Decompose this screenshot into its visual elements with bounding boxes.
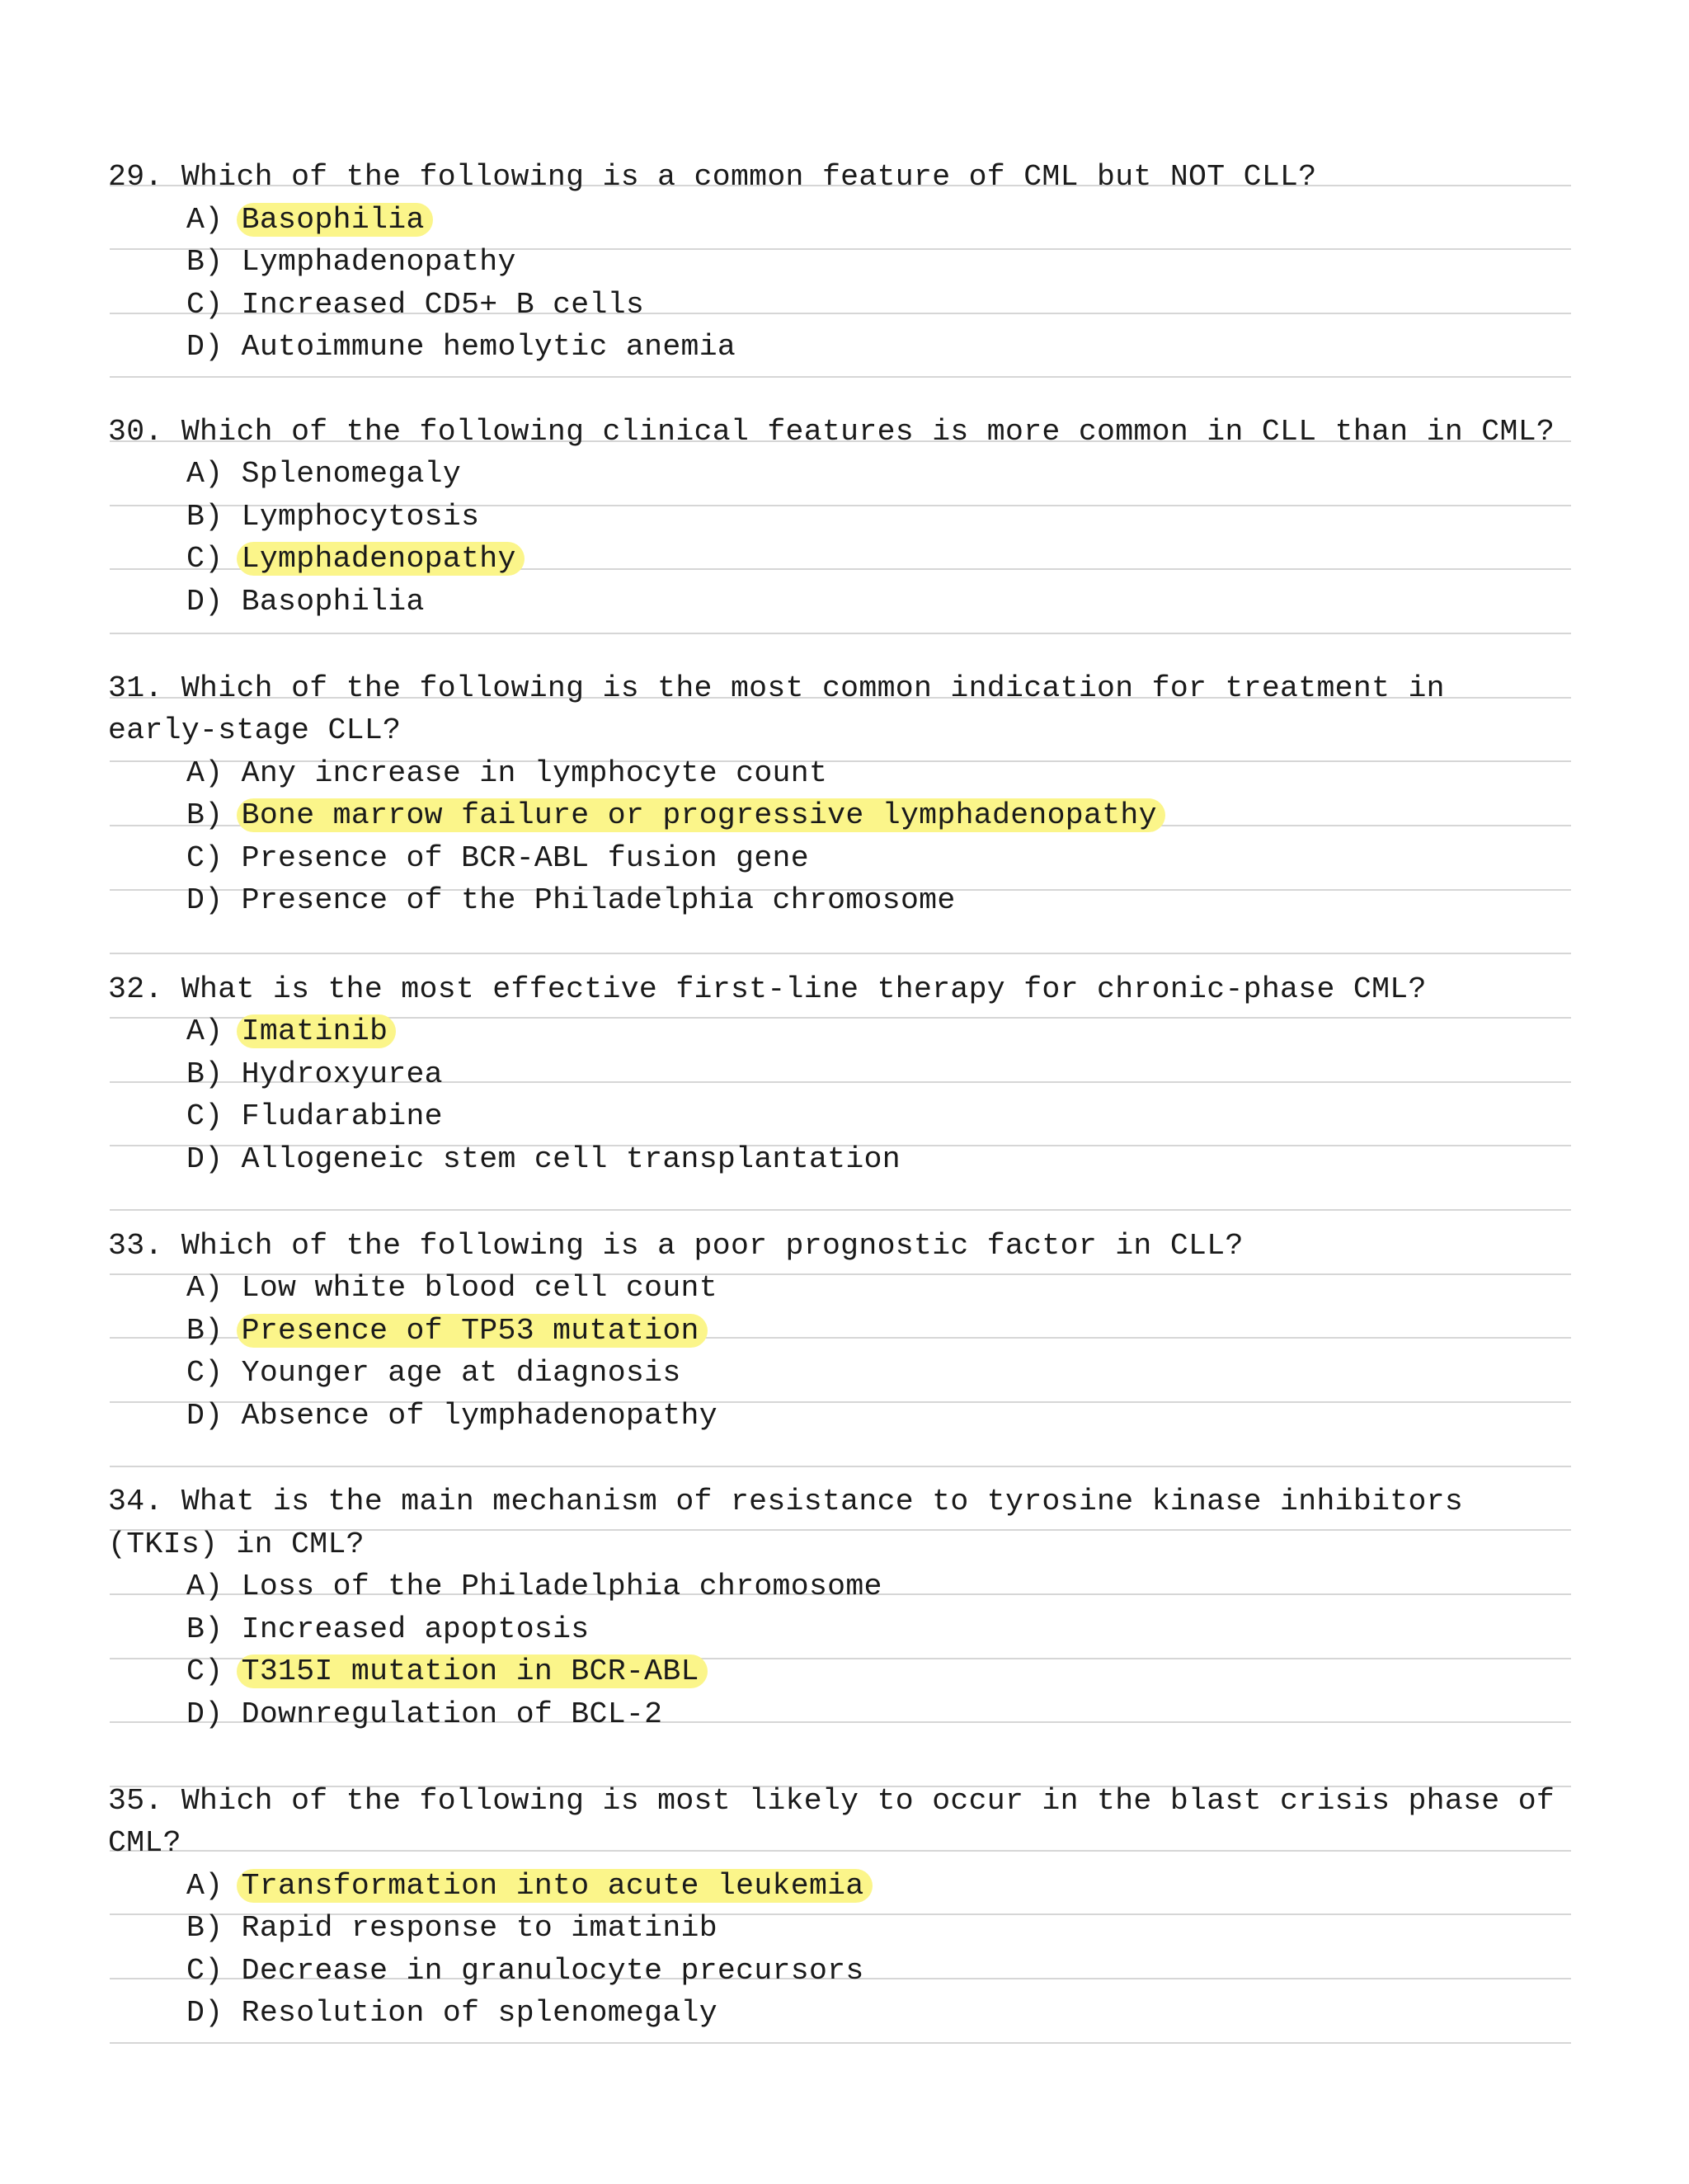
option[interactable] bbox=[186, 754, 827, 793]
option-letter: A) bbox=[186, 457, 223, 491]
option[interactable] bbox=[186, 839, 809, 878]
option-text: Loss of the Philadelphia chromosome bbox=[241, 1570, 882, 1603]
option[interactable] bbox=[186, 1012, 396, 1052]
option-letter: A) bbox=[186, 1570, 223, 1603]
option-text: Lymphocytosis bbox=[241, 500, 480, 534]
option[interactable] bbox=[186, 327, 736, 367]
option-text-highlighted: Imatinib bbox=[237, 1014, 397, 1048]
option[interactable] bbox=[186, 1866, 873, 1906]
rule-line bbox=[110, 633, 1571, 634]
question-number: 34. bbox=[108, 1485, 163, 1518]
question-number: 33. bbox=[108, 1229, 163, 1263]
question-text: What is the main mechanism of resistance to tyrosine kinase inhibitors bbox=[181, 1485, 1464, 1518]
question-text: What is the most effective first-line therapy for chronic-phase CML? bbox=[181, 972, 1427, 1006]
option-text-highlighted: T315I mutation in BCR-ABL bbox=[237, 1654, 708, 1688]
option-text: Low white blood cell count bbox=[241, 1271, 717, 1305]
option-text: Presence of BCR-ABL fusion gene bbox=[241, 841, 809, 875]
question-number: 29. bbox=[108, 160, 163, 194]
option-text: Rapid response to imatinib bbox=[241, 1911, 717, 1945]
option[interactable] bbox=[186, 1097, 443, 1137]
option[interactable] bbox=[186, 1140, 901, 1179]
option[interactable] bbox=[186, 1396, 717, 1436]
question-text: Which of the following is a common feature of CML but NOT CLL? bbox=[181, 160, 1317, 194]
option-letter: D) bbox=[186, 1697, 223, 1731]
question-31-stem bbox=[108, 669, 1445, 708]
option-letter: D) bbox=[186, 1996, 223, 2030]
option[interactable] bbox=[186, 1610, 590, 1650]
option-letter: D) bbox=[186, 883, 223, 917]
option[interactable] bbox=[186, 200, 433, 240]
option-letter: B) bbox=[186, 1612, 223, 1646]
option[interactable] bbox=[186, 1567, 882, 1607]
option[interactable] bbox=[186, 1269, 717, 1308]
option-letter: A) bbox=[186, 203, 223, 237]
rule-line bbox=[110, 1850, 1571, 1852]
question-text: Which of the following clinical features is more common in CLL than in CML? bbox=[181, 415, 1555, 449]
option-letter: B) bbox=[186, 245, 223, 279]
rule-line bbox=[110, 953, 1571, 954]
option-letter: A) bbox=[186, 1271, 223, 1305]
option-text-highlighted: Lymphadenopathy bbox=[237, 542, 525, 576]
option-text-highlighted: Presence of TP53 mutation bbox=[237, 1314, 708, 1348]
option-text: Fludarabine bbox=[241, 1099, 443, 1133]
option[interactable] bbox=[186, 1311, 708, 1351]
option-letter: C) bbox=[186, 1356, 223, 1390]
option[interactable] bbox=[186, 1353, 681, 1393]
option-letter: C) bbox=[186, 1099, 223, 1133]
question-text: early-stage CLL? bbox=[108, 713, 402, 747]
question-32-stem bbox=[108, 970, 1427, 1010]
option-text: Splenomegaly bbox=[241, 457, 462, 491]
question-text: (TKIs) in CML? bbox=[108, 1527, 365, 1561]
option-text: Increased CD5+ B cells bbox=[241, 288, 645, 322]
option-text: Any increase in lymphocyte count bbox=[241, 756, 828, 790]
rule-line bbox=[110, 2042, 1571, 2044]
question-35-stem-cont bbox=[108, 1824, 181, 1863]
option-letter: C) bbox=[186, 1654, 223, 1688]
option[interactable] bbox=[186, 1909, 717, 1948]
option-letter: D) bbox=[186, 1399, 223, 1433]
option-text: Downregulation of BCL-2 bbox=[241, 1697, 663, 1731]
option[interactable] bbox=[186, 582, 425, 622]
option-text: Autoimmune hemolytic anemia bbox=[241, 330, 736, 364]
option[interactable] bbox=[186, 539, 525, 579]
option-text-highlighted: Bone marrow failure or progressive lymphadenopathy bbox=[237, 798, 1165, 832]
option[interactable] bbox=[186, 1652, 708, 1692]
rule-line bbox=[110, 1209, 1571, 1211]
question-text: Which of the following is a poor prognostic factor in CLL? bbox=[181, 1229, 1244, 1263]
question-text: Which of the following is the most common indication for treatment in bbox=[181, 671, 1445, 705]
option-letter: D) bbox=[186, 1142, 223, 1176]
option-text: Presence of the Philadelphia chromosome bbox=[241, 883, 956, 917]
option-letter: C) bbox=[186, 1954, 223, 1988]
question-number: 32. bbox=[108, 972, 163, 1006]
option-letter: B) bbox=[186, 500, 223, 534]
option-text: Allogeneic stem cell transplantation bbox=[241, 1142, 901, 1176]
question-number: 30. bbox=[108, 415, 163, 449]
rule-line bbox=[110, 1466, 1571, 1467]
option-letter: B) bbox=[186, 1911, 223, 1945]
option[interactable] bbox=[186, 454, 461, 494]
option-text: Younger age at diagnosis bbox=[241, 1356, 681, 1390]
option-letter: C) bbox=[186, 542, 223, 576]
question-text: Which of the following is most likely to occur in the blast crisis phase of bbox=[181, 1784, 1555, 1818]
question-34-stem bbox=[108, 1482, 1463, 1522]
option-letter: A) bbox=[186, 1014, 223, 1048]
question-number: 35. bbox=[108, 1784, 163, 1818]
option[interactable] bbox=[186, 1951, 864, 1991]
question-29-stem bbox=[108, 158, 1316, 197]
option-letter: D) bbox=[186, 330, 223, 364]
option-text-highlighted: Transformation into acute leukemia bbox=[237, 1869, 873, 1903]
option-letter: D) bbox=[186, 585, 223, 619]
option[interactable] bbox=[186, 796, 1165, 835]
option-text: Basophilia bbox=[241, 585, 425, 619]
question-number: 31. bbox=[108, 671, 163, 705]
option-text: Resolution of splenomegaly bbox=[241, 1996, 717, 2030]
option-text: Absence of lymphadenopathy bbox=[241, 1399, 717, 1433]
rule-line bbox=[110, 376, 1571, 378]
question-text: CML? bbox=[108, 1826, 181, 1860]
option[interactable] bbox=[186, 285, 644, 325]
question-34-stem-cont bbox=[108, 1525, 365, 1565]
option-letter: B) bbox=[186, 798, 223, 832]
option[interactable] bbox=[186, 242, 516, 282]
option[interactable] bbox=[186, 881, 956, 920]
option[interactable] bbox=[186, 497, 479, 537]
option-letter: A) bbox=[186, 756, 223, 790]
question-33-stem bbox=[108, 1226, 1244, 1266]
option-letter: C) bbox=[186, 288, 223, 322]
option-letter: B) bbox=[186, 1314, 223, 1348]
option-text: Decrease in granulocyte precursors bbox=[241, 1954, 864, 1988]
question-30-stem bbox=[108, 412, 1555, 452]
option-text: Hydroxyurea bbox=[241, 1057, 443, 1091]
option[interactable] bbox=[186, 1993, 717, 2033]
option-text: Lymphadenopathy bbox=[241, 245, 516, 279]
option[interactable] bbox=[186, 1695, 662, 1734]
question-31-stem-cont bbox=[108, 711, 401, 751]
question-35-stem bbox=[108, 1782, 1555, 1821]
option-text: Increased apoptosis bbox=[241, 1612, 590, 1646]
option-letter: B) bbox=[186, 1057, 223, 1091]
option[interactable] bbox=[186, 1055, 443, 1094]
option-letter: A) bbox=[186, 1869, 223, 1903]
option-text-highlighted: Basophilia bbox=[237, 203, 433, 237]
option-letter: C) bbox=[186, 841, 223, 875]
